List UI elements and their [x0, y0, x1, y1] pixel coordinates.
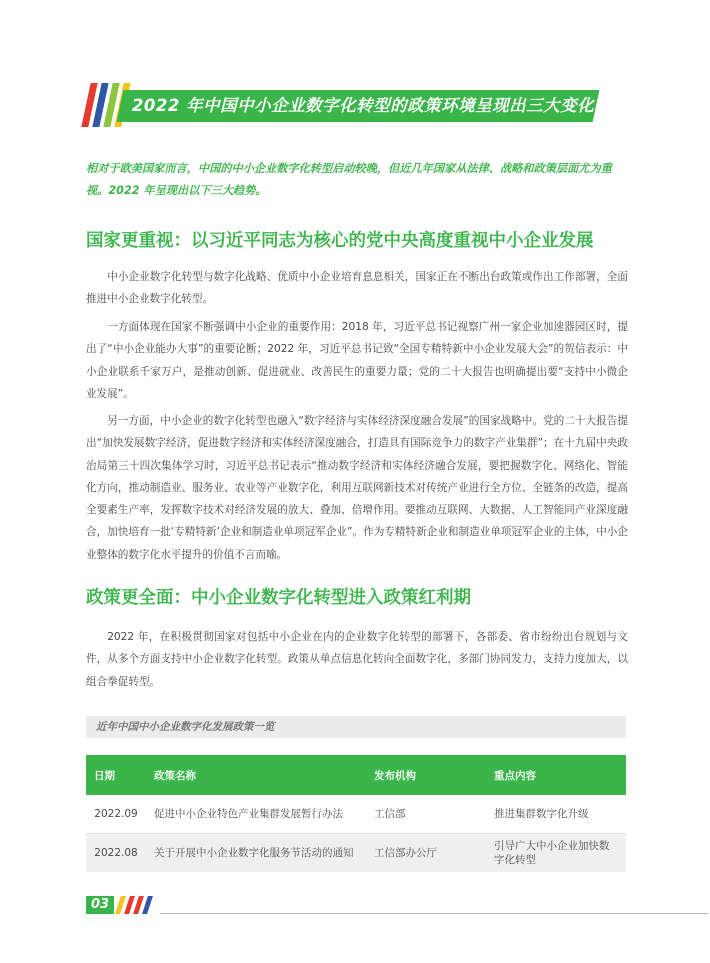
cell-policy-name: 促进中小企业特色产业集群发展暂行办法	[146, 795, 366, 834]
section-title-2: 政策更全面：中小企业数字化转型进入政策红利期	[86, 588, 471, 608]
cell-focus: 推进集群数字化升级	[486, 795, 626, 834]
cell-policy-name: 关于开展中小企业数字化服务节活动的通知	[146, 834, 366, 873]
footer-divider	[160, 913, 708, 914]
section1-paragraph-3: 另一方面，中小企业的数字化转型也融入“数字经济与实体经济深度融合发展”的国家战略中。党的二十大报告提出“加快发展数字经济，促进数字经济和实体经济深度融合，打造具有国际竞争力的数字产业集群”；在十九届中央政治局第三十四次集体学习时，习近平总书记表示“推动数字经济和实体经济融合发展，要把握数字化、网络化、智能化方向，推动制造业、服务业、农业等产业数字化，利用互联网新技术对传统产业进行全方位、全链条的改造，提高全要素生产率，发挥数字技术对经济发展的放大、叠加、倍增作用。要推动互联网、大数据、人工智能同产业深度融合，加快培育一批‘专精特新’企业和制造业单项冠军企业”。作为专精特新企业和制造业单项冠军企业的主体，中小企业整体的数字化水平提升的价值不言而喻。	[86, 415, 628, 561]
footer-stripes	[118, 896, 158, 914]
header-org: 发布机构	[366, 755, 486, 795]
header-focus: 重点内容	[486, 755, 626, 795]
policy-table	[86, 755, 626, 872]
intro-text: 相对于欧美国家而言，中国的中小企业数字化转型启动较晚，但近几年国家从法律、战略和政策层面尤为重视。2022 年呈现出以下三大趋势。	[86, 162, 612, 197]
table-caption: 近年中国中小企业数字化发展政策一览	[86, 716, 626, 738]
section1-paragraph-1: 中小企业数字化转型与数字化战略、优质中小企业培育息息相关，国家正在不断出台政策或作出工作部署，全面推进中小企业数字化转型。	[86, 271, 628, 306]
footer-stripe-blue	[142, 896, 153, 914]
cell-date: 2022.08	[86, 834, 146, 873]
cell-focus: 引导广大中小企业加快数字化转型	[486, 834, 626, 873]
page-title: 2022 年中国中小企业数字化转型的政策环境呈现出三大变化	[131, 96, 595, 115]
page-number: 03	[86, 896, 114, 914]
header-policy-name: 政策名称	[146, 755, 366, 795]
cell-date: 2022.09	[86, 795, 146, 834]
section2-paragraph-1: 2022 年，在积极贯彻国家对包括中小企业在内的企业数字化转型的部署下，各部委、省市纷纷出台规划与文件，从多个方面支持中小企业数字化转型。政策从单点信息化转向全面数字化，多部门协同发力，支持力度加大，以组合拳促转型。	[86, 631, 628, 688]
section-title-1: 国家更重视：以习近平同志为核心的党中央高度重视中小企业发展	[86, 231, 594, 251]
header-date: 日期	[86, 755, 146, 795]
table-header-row	[86, 755, 626, 795]
cell-org: 工信部办公厅	[366, 834, 486, 873]
table-row	[86, 834, 626, 873]
table-row	[86, 795, 626, 834]
cell-org: 工信部	[366, 795, 486, 834]
section1-paragraph-2: 一方面体现在国家不断强调中小企业的重要作用：2018 年，习近平总书记视察广州一家企业加速器园区时，提出了“中小企业能办大事”的重要论断；2022 年，习近平总书记致“全国专精特新中小企业发展大会”的贺信表示：中小企业联系千家万户，是推动创新、促进就业、改善民生的重要力量；党的二十大报告也明确提出要“支持中小微企业发展”。	[86, 321, 628, 400]
